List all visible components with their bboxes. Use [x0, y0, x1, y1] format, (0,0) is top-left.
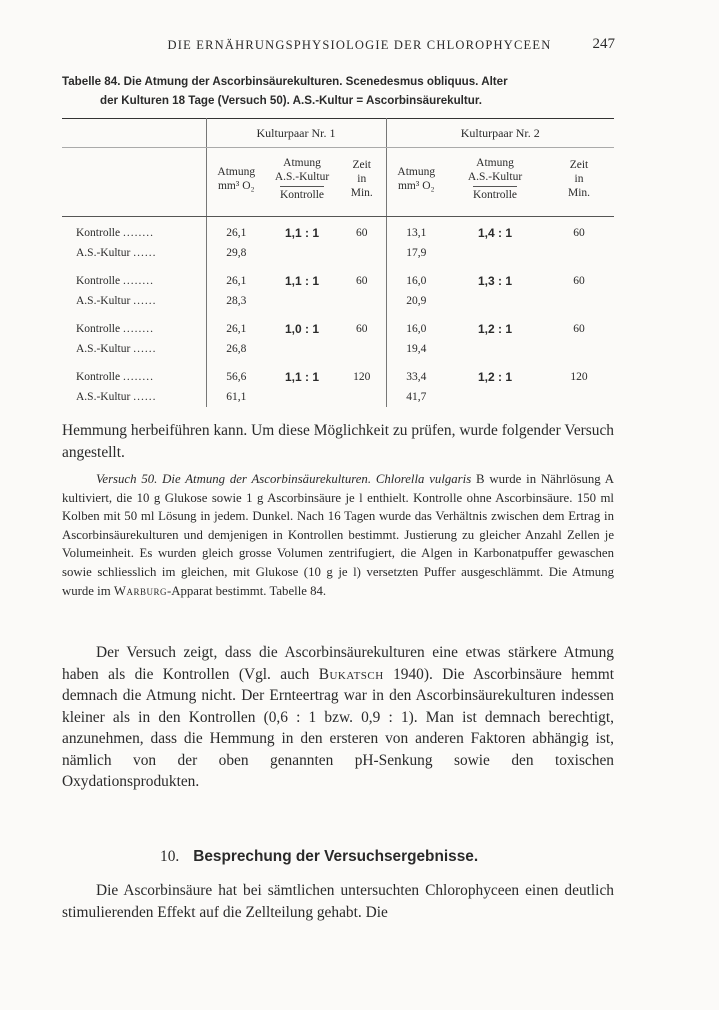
table-row: Kontrolle ........ 26,1 1,0 : 1 60 16,0 1,2 : 1 60 [62, 319, 614, 339]
group-header-pair-2: Kulturpaar Nr. 2 [386, 119, 614, 148]
table-row: A.S.-Kultur ...... 29,8 17,9 [62, 243, 614, 263]
section-title: Besprechung der Versuchsergebnisse. [193, 848, 479, 865]
table-row: A.S.-Kultur ...... 28,3 20,9 [62, 291, 614, 311]
table-caption [62, 72, 614, 110]
section-heading [160, 848, 478, 866]
page-number: 247 [592, 36, 615, 52]
col-header-zeit-2: Zeit in Min. [567, 159, 591, 199]
col-header-atmung-2: Atmung mm³ O₂ [386, 148, 446, 211]
table-row: A.S.-Kultur ...... 26,8 19,4 [62, 339, 614, 359]
table-caption-line-2: der Kulturen 18 Tage (Versuch 50). A.S.-Kultur = Ascorbinsäurekultur. [100, 94, 482, 107]
running-title: DIE ERNÄHRUNGSPHYSIOLOGIE DER CHLOROPHYCEEN [167, 38, 552, 52]
paragraph-1: Hemmung herbeiführen kann. Um diese Möglichkeit zu prüfen, wurde folgender Versuch angestellt. [62, 422, 614, 461]
group-header-pair-1: Kulturpaar Nr. 1 [206, 119, 386, 148]
table-row: A.S.-Kultur ...... 61,1 41,7 [62, 387, 614, 407]
versuch-heading: Versuch 50. Die Atmung der Ascorbinsäurekulturen. Chlorella vulgaris [96, 472, 472, 486]
table-row: Kontrolle ........ 26,1 1,1 : 1 60 13,1 1,4 : 1 60 [62, 217, 614, 244]
col-header-zeit-1: Zeit in Min. [350, 159, 373, 199]
col-header-ratio-1: Atmung A.S.-Kultur Kontrolle [274, 157, 330, 201]
paragraph-3: Der Versuch zeigt, dass die Ascorbinsäurekulturen eine etwas stärkere Atmung haben als die Kontrollen (Vgl. auch Bukatsch 1940). Die Ascorbinsäure hemmt demnach die Atmung nicht. Der Ernteertrag war in den Ascorbinsäurekulturen indessen kleiner als in den Kontrollen (0,6 : 1 bzw. 0,9 : 1). Man ist demnach berechtigt, anzunehmen, dass die Hemmung in den ersteren von anderen Faktoren abhängig ist, nämlich von der oben genannten pH-Senkung sowie den toxischen Oxydationsprodukten. [62, 644, 614, 790]
paragraph-4: Die Ascorbinsäure hat bei sämtlichen untersuchten Chlorophyceen einen deutlich stimulierenden Effekt auf die Zellteilung gehabt. Die [62, 882, 614, 921]
table-caption-line-1: Tabelle 84. Die Atmung der Ascorbinsäurekulturen. Scenedesmus obliquus. Alter [62, 75, 508, 88]
col-header-ratio-2: Atmung A.S.-Kultur Kontrolle [467, 157, 523, 201]
table-row: Kontrolle ........ 26,1 1,1 : 1 60 16,0 1,3 : 1 60 [62, 271, 614, 291]
col-header-atmung-1: Atmung mm³ O₂ [206, 148, 266, 211]
table-row: Kontrolle ........ 56,6 1,1 : 1 120 33,4 1,2 : 1 120 [62, 367, 614, 387]
versuch-paragraph: Versuch 50. Die Atmung der Ascorbinsäurekulturen. Chlorella vulgaris B wurde in Nährlösung A kultiviert, die 10 g Glukose sowie 1 g Ascorbinsäure je l enthielt. Kontrolle ohne Ascorbinsäure. 150 ml Kolben mit 50 ml Lösung in jedem. Dunkel. Nach 16 Tagen wurde das Verhältnis zwischen dem Ertrag in Ascorbinsäurekulturen und demjenigen in Kontrollen bestimmt. Justierung zu gleicher Anzahl Zellen je Volumeinheit. Es wurden gleich grosse Volumen zentrifugiert, die Algen in Karbonatpuffer gewaschen sowie schliesslich im gleichen, mit Glukose (10 g je l) versetzten Puffer ausgeschlämmt. Die Atmung wurde im Warburg-Apparat bestimmt. Tabelle 84. [62, 472, 614, 598]
section-number: 10. [160, 848, 180, 865]
respiration-table [62, 118, 614, 407]
